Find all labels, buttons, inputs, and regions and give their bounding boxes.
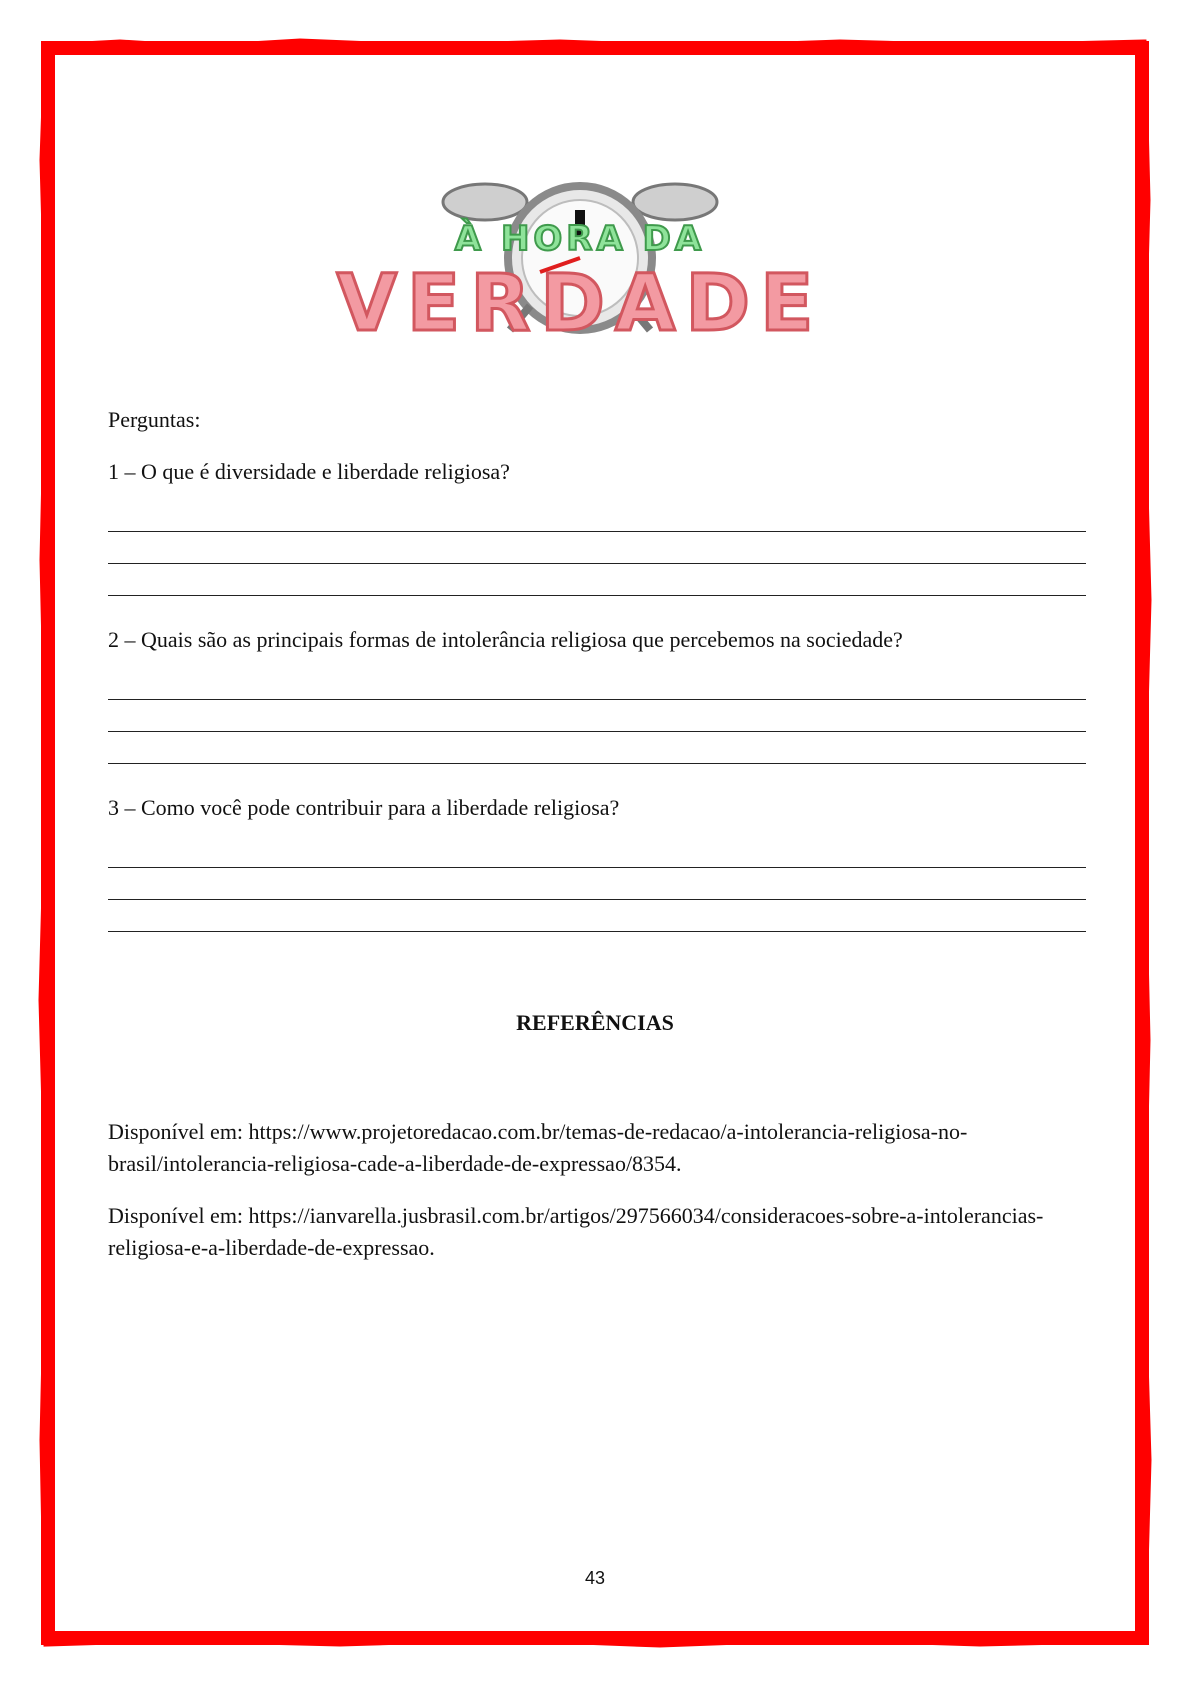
- logo-main-text: VERDADE: [336, 259, 824, 340]
- answer-line[interactable]: [108, 595, 1086, 596]
- answer-line[interactable]: [108, 563, 1086, 564]
- question-3: 3 – Como você pode contribuir para a liberdade religiosa?: [108, 795, 620, 820]
- answer-line[interactable]: [108, 699, 1086, 700]
- answer-line[interactable]: [108, 763, 1086, 764]
- logo-top-text: À HORA DA: [454, 219, 706, 259]
- references-heading: REFERÊNCIAS: [516, 1010, 674, 1035]
- question-1: 1 – O que é diversidade e liberdade religiosa?: [108, 459, 510, 484]
- reference-item: Disponível em: https://www.projetoredacao.com.br/temas-de-redacao/a-intolerancia-religiosa-no-brasil/intolerancia-religiosa-cade-a-liberdade-de-expressao/8354.: [108, 1119, 968, 1176]
- question-2: 2 – Quais são as principais formas de intolerância religiosa que percebemos na sociedade?: [108, 627, 903, 652]
- answer-line[interactable]: [108, 531, 1086, 532]
- reference-item: Disponível em: https://ianvarella.jusbrasil.com.br/artigos/297566034/consideracoes-sobre-a-intolerancias-religiosa-e-a-liberdade-de-expressao.: [108, 1203, 1044, 1260]
- page-number: 43: [584, 1568, 606, 1588]
- answer-line[interactable]: [108, 867, 1086, 868]
- answer-line[interactable]: [108, 899, 1086, 900]
- answer-line[interactable]: [108, 731, 1086, 732]
- section-label: Perguntas:: [108, 407, 201, 432]
- answer-line[interactable]: [108, 931, 1086, 932]
- hora-da-verdade-logo: [250, 180, 950, 340]
